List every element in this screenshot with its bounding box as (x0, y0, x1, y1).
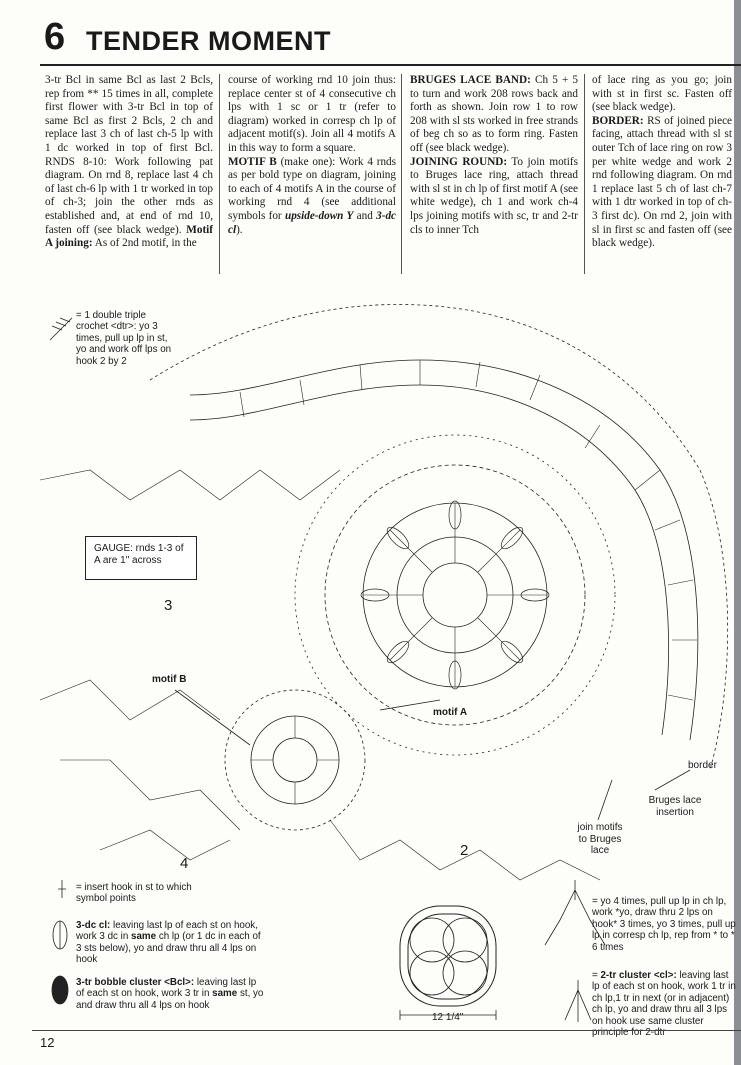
dtr-symbol-icon (50, 318, 72, 340)
page-number: 12 (40, 1035, 55, 1050)
bruges-label: Bruges lace insertion (648, 795, 702, 818)
bobble-symbol-icon (52, 976, 68, 1004)
legend-3dc-heading: 3-dc cl: (76, 920, 111, 931)
col1-para2: As of 2nd motif, in the (94, 237, 197, 250)
col2-and: and (356, 209, 373, 222)
col4-para2: RS of joined piece facing, attach thread with sl st outer Tch of lace ring on row 3 per white wedge and work 2 rnd following diagram. On rnd 1 replace last 5 ch of last ch-7 with 1 dtr worked in top of ch-3 first dc). On rnd 2, join with sl in first sc and fasten off (see black wedge). (592, 114, 732, 250)
legend-bcl-text-a: leaving last lp of each st on hook, work 3 tr in (76, 977, 257, 1000)
legend-dtr: = 1 double triple crochet <dtr>: yo 3 times, pull up lp in st, yo and work off lps on hook 2 by 2 (76, 310, 172, 367)
legend-yo4: = yo 4 times, pull up lp in ch lp, work *yo, draw thru 2 lps on hook* 3 times, yo 3 times, pull up lp in corresp ch lp, rep from * to * 6 times (592, 896, 736, 953)
col1-heading: Motif A joining: (45, 223, 214, 250)
col3-heading-2: JOINING ROUND: (410, 155, 508, 168)
legend-bcl-heading: 3-tr bobble cluster <Bcl>: (76, 977, 195, 988)
cluster-symbol-icon (565, 980, 591, 1022)
legend-insert: = insert hook in st to which symbol points (76, 882, 192, 905)
col2-heading-note: (make one): (280, 155, 336, 168)
page-title: TENDER MOMENT (86, 26, 331, 56)
quadrant-label-4: 4 (180, 855, 189, 872)
col2-end: ). (236, 223, 243, 236)
bruges-band-inner (190, 385, 669, 735)
col2-italic-2: 3-dc cl (228, 209, 397, 236)
border-label: border (688, 760, 717, 771)
legend-bobble-cluster (76, 977, 264, 1011)
footer-rule (32, 1030, 741, 1031)
col3-para1: Ch 5 + 5 to turn and work 208 rows back and forth as shown. Join row 1 to row 208 with sl sts worked in free strands of beg ch so as to form ring. Fasten off (see black wedge). (410, 74, 578, 154)
bruges-band-outer (190, 360, 698, 740)
col2-italic-1: upside-down Y (284, 209, 354, 222)
motif-b-label: motif B (152, 674, 187, 685)
schematic-drawing (400, 906, 496, 1020)
col2-heading: MOTIF B (228, 155, 277, 168)
legend-bcl-same: same (212, 988, 238, 1000)
legend-3dc-same: same (131, 931, 157, 943)
col1-para1: 3-tr Bcl in same Bcl as last 2 Bcls, rep from ** 15 times in all, complete first flower with 3-tr Bcl in top of same Bcl as first 2 Bcls, 2 ch and replace last 3 ch of last ch-5 lp with 1 dc worked in top of first Bcl. RNDS 8-10: Work following pat diagram. On rnd 8, replace last 4 ch of last ch-6 lp with 1 tr worked in top of ch-3; join the other rnds as established and, at end of rnd 10, fasten off (see black wedge). (45, 74, 213, 236)
legend-3dc-cluster (76, 920, 264, 966)
legend-3dc-text-b: ch lp (or 1 dc in each of 3 sts below), yo and draw thru all 4 lps on hook (76, 931, 261, 966)
insert-symbol-icon (58, 880, 66, 898)
legend-3dc-text-a: leaving last lp of each st on hook, work 3 dc in (76, 920, 258, 943)
col3-para2: To join motifs to Bruges lace ring, attach thread with sl st in ch lp of first motif A (see white wedge), ch 1 and work ch-4 lps joining motifs with sc, tr and 2-tr cls to inner Tch (410, 155, 578, 236)
gauge-box: GAUGE: rnds 1-3 of A are 1" across (85, 536, 197, 580)
legend-cl2-eq: = (592, 970, 598, 981)
dimension-label: 12 1/4" (432, 1012, 464, 1023)
col3-heading-1: BRUGES LACE BAND: (410, 74, 531, 86)
dc-cluster-symbol-icon (53, 921, 67, 949)
join-label: join motifs to Bruges lace (577, 822, 623, 856)
motif-b-drawing (225, 690, 365, 830)
legend-cl2-text: leaving last lp of each st on hook, work 1 tr in ch lp,1 tr in next (or in adjacent) ch lp, yo and draw thru all 3 lps on hook use same cluster principle for 2-dtr (592, 970, 736, 1039)
quadrant-label-3: 3 (164, 597, 173, 614)
legend-2tr-cluster (592, 970, 737, 1038)
col2-para1: course of working rnd 10 join thus: replace center st of 4 consecutive ch lps with 1 sc or 1 tr (refer to diagram) worked in corresp ch lp of adjacent motif(s). Join all 4 motifs A in this way to form a square. (228, 74, 396, 154)
legend-bcl-text-b: st, yo and draw thru all 4 lps on hook (76, 988, 264, 1011)
col4-heading: BORDER: (592, 114, 644, 127)
quadrant-label-2: 2 (460, 842, 469, 859)
col4-para1: of lace ring as you go; join with st in first sc. Fasten off (see black wedge). (592, 74, 732, 114)
motif-a-label: motif A (433, 707, 468, 718)
legend-cl2-heading: 2-tr cluster <cl>: (600, 970, 677, 981)
pattern-number: 6 (44, 16, 66, 58)
col2-para2: Work 4 rnds as per bold type on diagram, joining to each of 4 motifs A in the course of working rnd 4 (see additional symbols for (228, 155, 396, 222)
